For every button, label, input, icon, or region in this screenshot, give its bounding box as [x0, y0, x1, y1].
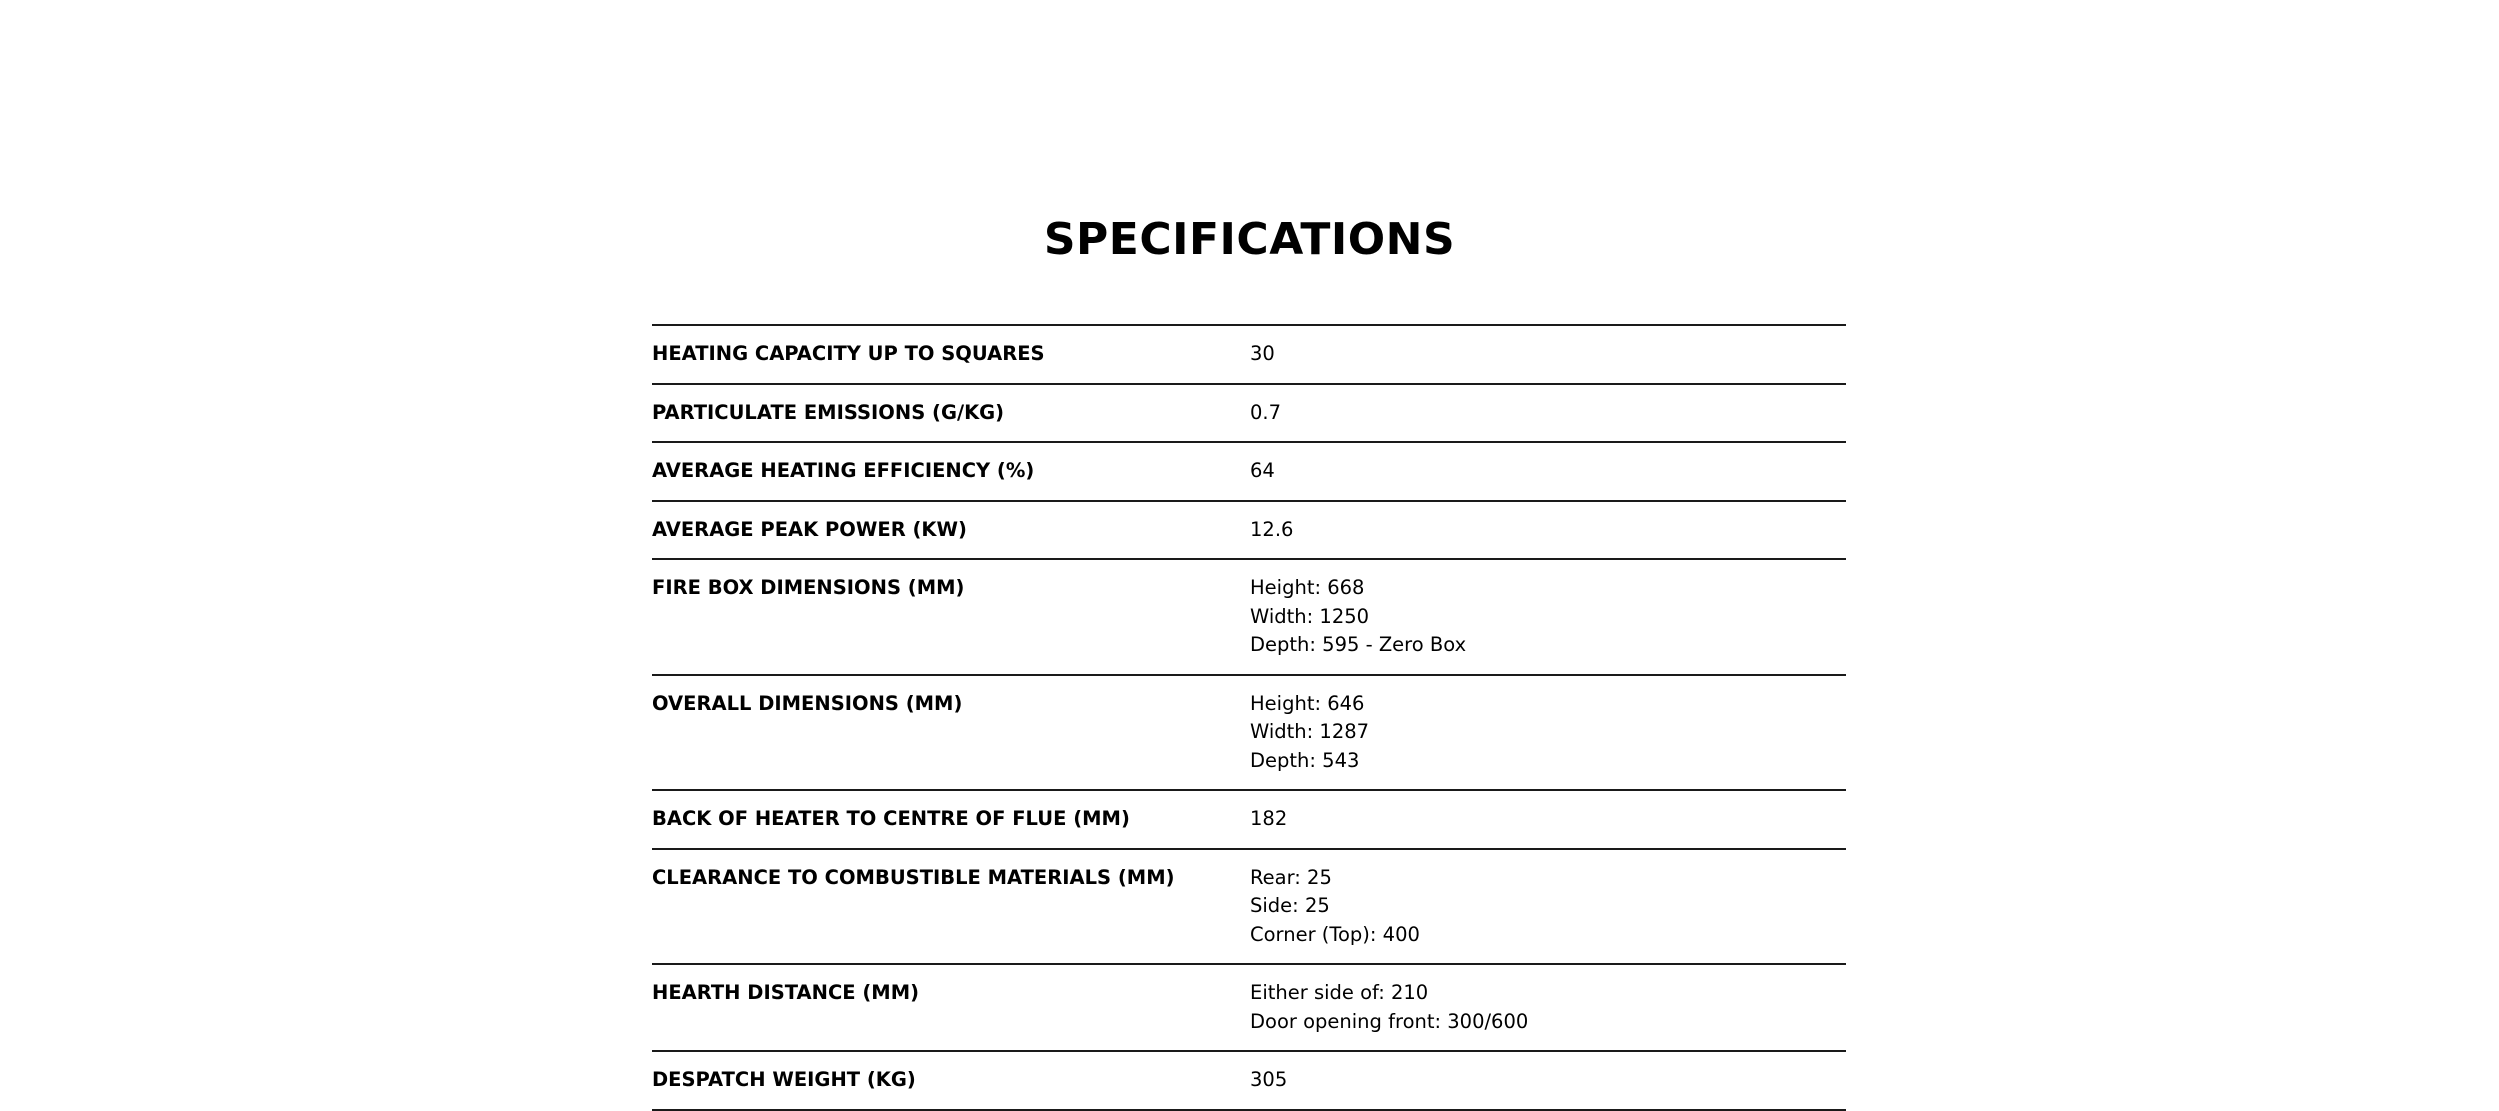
specifications-table [652, 324, 1846, 1111]
spec-value: Depth: 595 - Zero Box [1250, 633, 1467, 656]
spec-value: Side: 25 [1250, 894, 1330, 917]
spec-label: CLEARANCE TO COMBUSTIBLE MATERIALS (MM) [652, 865, 1175, 889]
spec-value: 12.6 [1250, 517, 1294, 541]
spec-values [1250, 690, 1846, 776]
spec-label: PARTICULATE EMISSIONS (G/KG) [652, 400, 1005, 424]
spec-label: OVERALL DIMENSIONS (MM) [652, 691, 963, 715]
spec-value: Door opening front: 300/600 [1250, 1009, 1529, 1033]
spec-label: FIRE BOX DIMENSIONS (MM) [652, 576, 965, 599]
spec-value: 30 [1250, 342, 1275, 365]
spec-label: AVERAGE PEAK POWER (KW) [652, 517, 967, 541]
spec-row [652, 850, 1846, 966]
spec-row [652, 676, 1846, 792]
spec-value: Either side of: 210 [1250, 981, 1429, 1004]
spec-value: Height: 668 [1250, 576, 1365, 599]
spec-row [652, 443, 1846, 502]
spec-value: Depth: 543 [1250, 748, 1360, 772]
spec-values [1250, 457, 1846, 486]
spec-row [652, 965, 1846, 1052]
spec-values [1250, 805, 1846, 834]
spec-values [1250, 340, 1846, 369]
spec-label: DESPATCH WEIGHT (KG) [652, 1068, 916, 1091]
page-title: SPECIFICATIONS [1043, 214, 1456, 265]
spec-values [1250, 864, 1846, 950]
spec-value: 305 [1250, 1068, 1288, 1091]
spec-row [652, 385, 1846, 444]
spec-value: 0.7 [1250, 400, 1282, 424]
spec-values [1250, 516, 1846, 545]
spec-row [652, 326, 1846, 385]
spec-label: BACK OF HEATER TO CENTRE OF FLUE (MM) [652, 807, 1130, 830]
spec-label: HEARTH DISTANCE (MM) [652, 981, 920, 1004]
spec-value: Width: 1287 [1250, 720, 1370, 743]
spec-row [652, 1052, 1846, 1111]
spec-row [652, 560, 1846, 676]
spec-label: AVERAGE HEATING EFFICIENCY (%) [652, 459, 1035, 482]
spec-values [1250, 979, 1846, 1036]
spec-values [1250, 399, 1846, 428]
spec-value: Corner (Top): 400 [1250, 922, 1420, 946]
spec-values [1250, 574, 1846, 660]
spec-value: 64 [1250, 459, 1275, 482]
spec-value: Rear: 25 [1250, 865, 1332, 889]
spec-row [652, 791, 1846, 850]
spec-row [652, 502, 1846, 561]
spec-value: Height: 646 [1250, 691, 1365, 715]
spec-values [1250, 1066, 1846, 1095]
spec-value: Width: 1250 [1250, 604, 1370, 628]
spec-label: HEATING CAPACITY UP TO SQUARES [652, 342, 1045, 365]
spec-value: 182 [1250, 807, 1288, 830]
